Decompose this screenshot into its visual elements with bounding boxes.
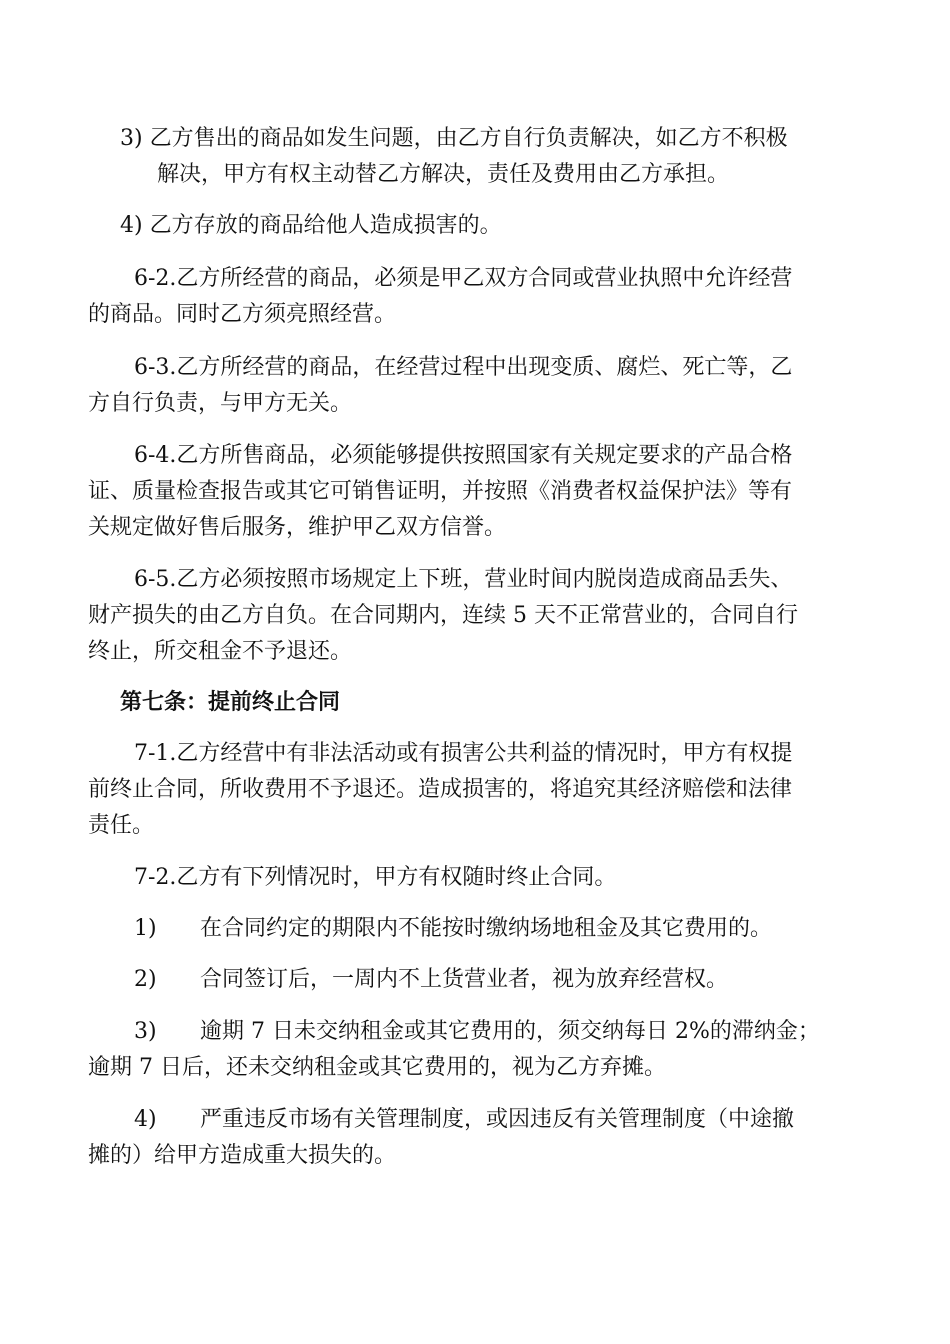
list-text-4: 严重违反市场有关管理制度，或因违反有关管理制度（中途撤 [200, 1107, 795, 1132]
clause-6-2-line-1: 6-2.乙方所经营的商品，必须是甲乙双方合同或营业执照中允许经营 [134, 266, 793, 291]
clause-6-4-line-1: 6-4.乙方所售商品，必须能够提供按照国家有关规定要求的产品合格 [134, 443, 793, 468]
list-text-1: 在合同约定的期限内不能按时缴纳场地租金及其它费用的。 [200, 916, 773, 941]
list-item-3 [134, 1017, 820, 1047]
list-text-2: 合同签订后，一周内不上货营业者，视为放弃经营权。 [200, 967, 729, 992]
clause-7-1-line-1: 7-1.乙方经营中有非法活动或有损害公共利益的情况时，甲方有权提 [134, 741, 793, 766]
list-item-4-continuation: 摊的）给甲方造成重大损失的。 [88, 1143, 397, 1168]
clause-7-2: 7-2.乙方有下列情况时，甲方有权随时终止合同。 [134, 865, 617, 890]
clause-6-4-line-3: 关规定做好售后服务，维护甲乙双方信誉。 [88, 515, 507, 540]
clause-7-1-line-2: 前终止合同，所收费用不予退还。造成损害的，将追究其经济赔偿和法律 [88, 777, 793, 802]
clause-6-2-line-2: 的商品。同时乙方须亮照经营。 [88, 302, 397, 327]
list-number-3: 3) [134, 1019, 157, 1044]
clause-6-3-line-2: 方自行负责，与甲方无关。 [88, 391, 353, 416]
list-item-1 [134, 914, 772, 944]
list-number-1: 1) [134, 916, 157, 941]
item-4: 4) 乙方存放的商品给他人造成损害的。 [120, 213, 502, 238]
article-7-heading: 第七条：提前终止合同 [120, 690, 341, 715]
clause-6-5-line-2: 财产损失的由乙方自负。在合同期内，连续 5 天不正常营业的，合同自行 [88, 603, 798, 628]
item-3-line-1: 3) 乙方售出的商品如发生问题，由乙方自行负责解决，如乙方不积极 [120, 126, 788, 151]
list-item-3-continuation: 逾期 7 日后，还未交纳租金或其它费用的，视为乙方弃摊。 [88, 1055, 666, 1080]
clause-6-5-line-3: 终止，所交租金不予退还。 [88, 639, 353, 664]
item-3-line-2: 解决，甲方有权主动替乙方解决，责任及费用由乙方承担。 [157, 162, 730, 187]
clause-6-4-line-2: 证、质量检查报告或其它可销售证明，并按照《消费者权益保护法》等有 [88, 479, 793, 504]
list-item-2 [134, 965, 728, 995]
clause-7-1-line-3: 责任。 [88, 813, 155, 838]
list-text-3: 逾期 7 日未交纳租金或其它费用的，须交纳每日 2%的滞纳金； [200, 1019, 820, 1044]
list-number-2: 2) [134, 967, 157, 992]
list-number-4: 4) [134, 1107, 157, 1132]
clause-6-3-line-1: 6-3.乙方所经营的商品，在经营过程中出现变质、腐烂、死亡等，乙 [134, 355, 793, 380]
list-item-4 [134, 1105, 794, 1135]
clause-6-5-line-1: 6-5.乙方必须按照市场规定上下班，营业时间内脱岗造成商品丢失、 [134, 567, 793, 592]
